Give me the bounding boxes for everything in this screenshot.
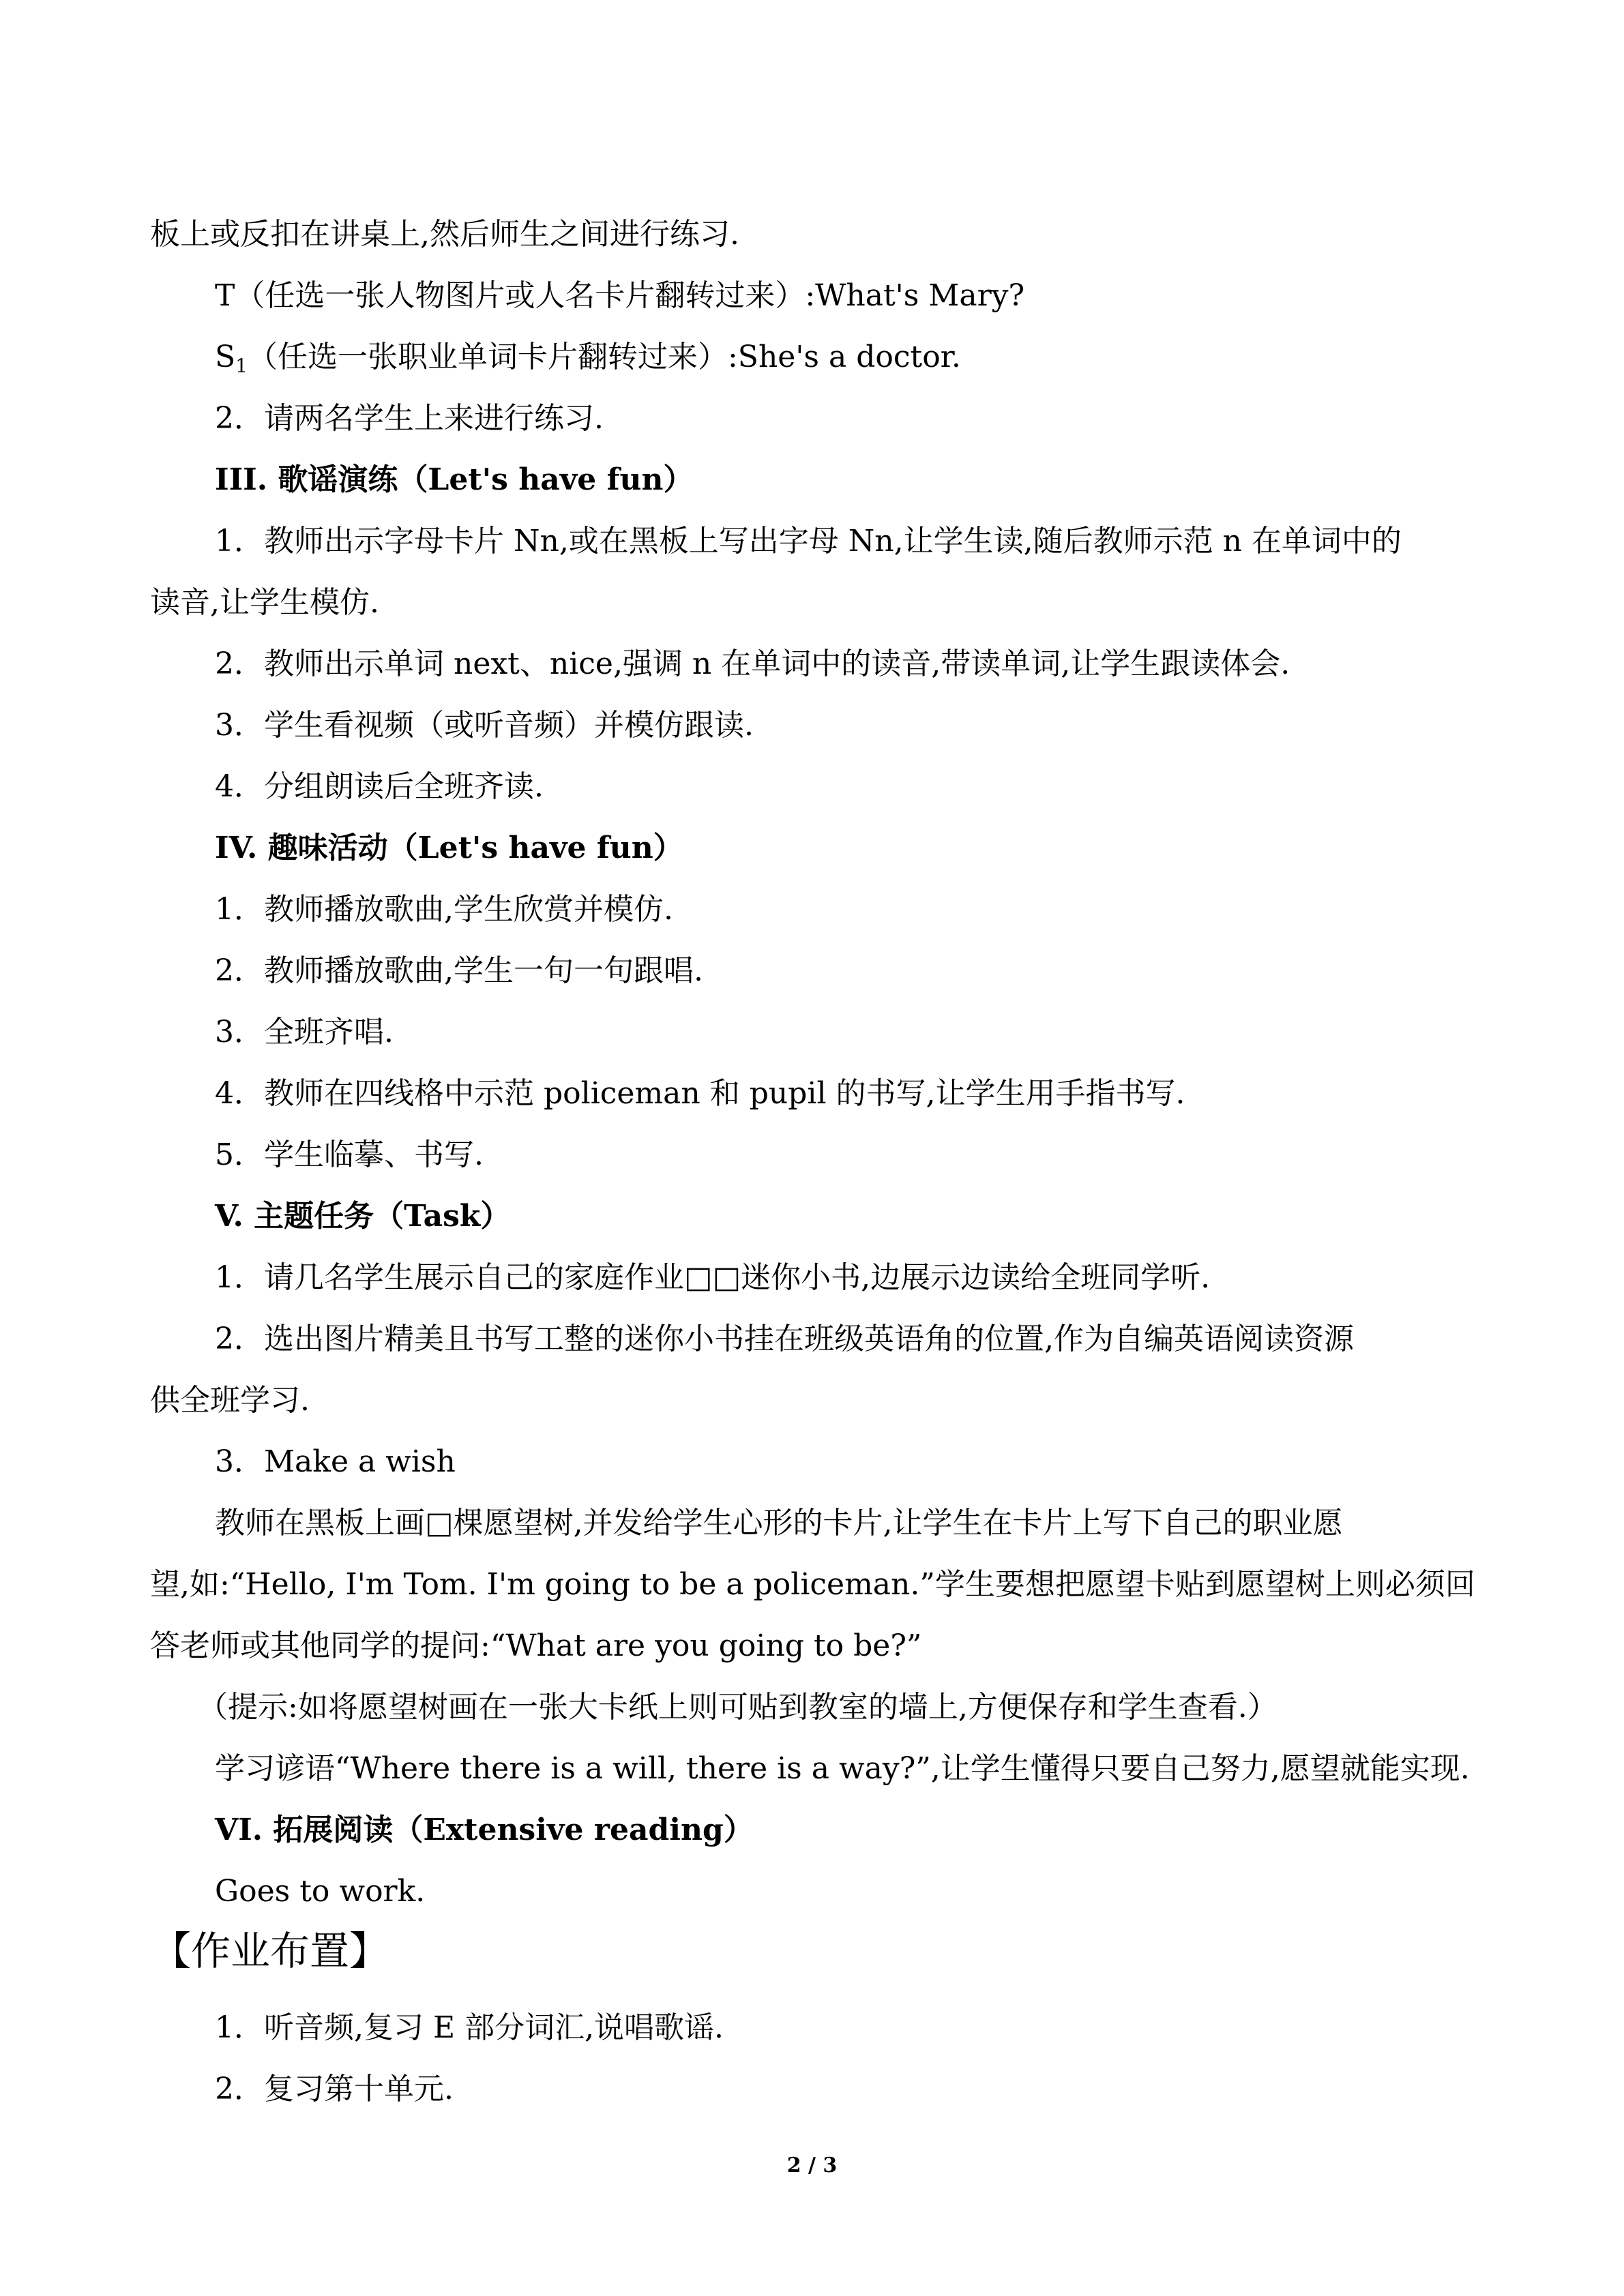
homework-item: 2．复习第十单元. — [215, 2072, 454, 2106]
paragraph-line: 教师在黑板上画□棵愿望树,并发给学生心形的卡片,让学生在卡片上写下自己的职业愿 — [215, 1506, 1343, 1540]
student-subscript: 1 — [235, 355, 248, 377]
note-line: （提示:如将愿望树画在一张大卡纸上则可贴到教室的墙上,方便保存和学生查看.） — [198, 1690, 1278, 1725]
list-item: 3．学生看视频（或听音频）并模仿跟读. — [215, 708, 754, 743]
paragraph-line: 读音,让学生模仿. — [150, 585, 379, 620]
paragraph-line: 板上或反扣在讲桌上,然后师生之间进行练习. — [150, 217, 739, 252]
student-label: S — [215, 340, 236, 374]
paragraph-line: 答老师或其他同学的提问:“What are you going to be?” — [150, 1628, 922, 1663]
list-item: 2．选出图片精美且书写工整的迷你小书挂在班级英语角的位置,作为自编英语阅读资源 — [215, 1322, 1354, 1356]
section-heading: IV. 趣味活动（Let's have fun） — [215, 831, 683, 865]
paragraph-line: 学习谚语“Where there is a will, there is a way?”,让学生懂得只要自己努力,愿望就能实现. — [215, 1751, 1470, 1786]
student-line-text: （任选一张职业单词卡片翻转过来）:She's a doctor. — [247, 340, 961, 374]
section-heading: VI. 拓展阅读（Extensive reading） — [215, 1813, 754, 1847]
homework-heading: 【作业布置】 — [151, 1928, 389, 1974]
list-item: 2．教师播放歌曲,学生一句一句跟唱. — [215, 953, 703, 988]
paragraph-line: Goes to work. — [215, 1874, 426, 1909]
list-item: 4．教师在四线格中示范 policeman 和 pupil 的书写,让学生用手指书写. — [215, 1076, 1185, 1111]
list-item: 2．教师出示单词 next、nice,强调 n 在单词中的读音,带读单词,让学生跟读体会. — [215, 646, 1290, 681]
list-item: 1．教师出示字母卡片 Nn,或在黑板上写出字母 Nn,让学生读,随后教师示范 n 在单词中的 — [215, 524, 1402, 558]
list-item: 5．学生临摹、书写. — [215, 1137, 484, 1172]
homework-item: 1．听音频,复习 E 部分词汇,说唱歌谣. — [215, 2010, 724, 2045]
section-heading: III. 歌谣演练（Let's have fun） — [215, 462, 694, 497]
paragraph-line: T（任选一张人物图片或人名卡片翻转过来）:What's Mary? — [215, 278, 1025, 313]
list-item: 3．全班齐唱. — [215, 1015, 394, 1049]
list-item: 2．请两名学生上来进行练习. — [215, 401, 604, 436]
list-item: 1．教师播放歌曲,学生欣赏并模仿. — [215, 892, 673, 927]
paragraph-line: 望,如:“Hello, I'm Tom. I'm going to be a policeman.”学生要想把愿望卡贴到愿望树上则必须回 — [150, 1567, 1475, 1602]
list-item: 3．Make a wish — [215, 1444, 456, 1479]
paragraph-line — [215, 337, 961, 387]
section-heading: V. 主题任务（Task） — [215, 1199, 511, 1234]
paragraph-line: 供全班学习. — [150, 1383, 310, 1418]
page-number: 2 / 3 — [786, 2153, 838, 2177]
list-item: 4．分组朗读后全班齐读. — [215, 769, 544, 804]
list-item: 1．请几名学生展示自己的家庭作业□□迷你小书,边展示边读给全班同学听. — [215, 1260, 1211, 1295]
